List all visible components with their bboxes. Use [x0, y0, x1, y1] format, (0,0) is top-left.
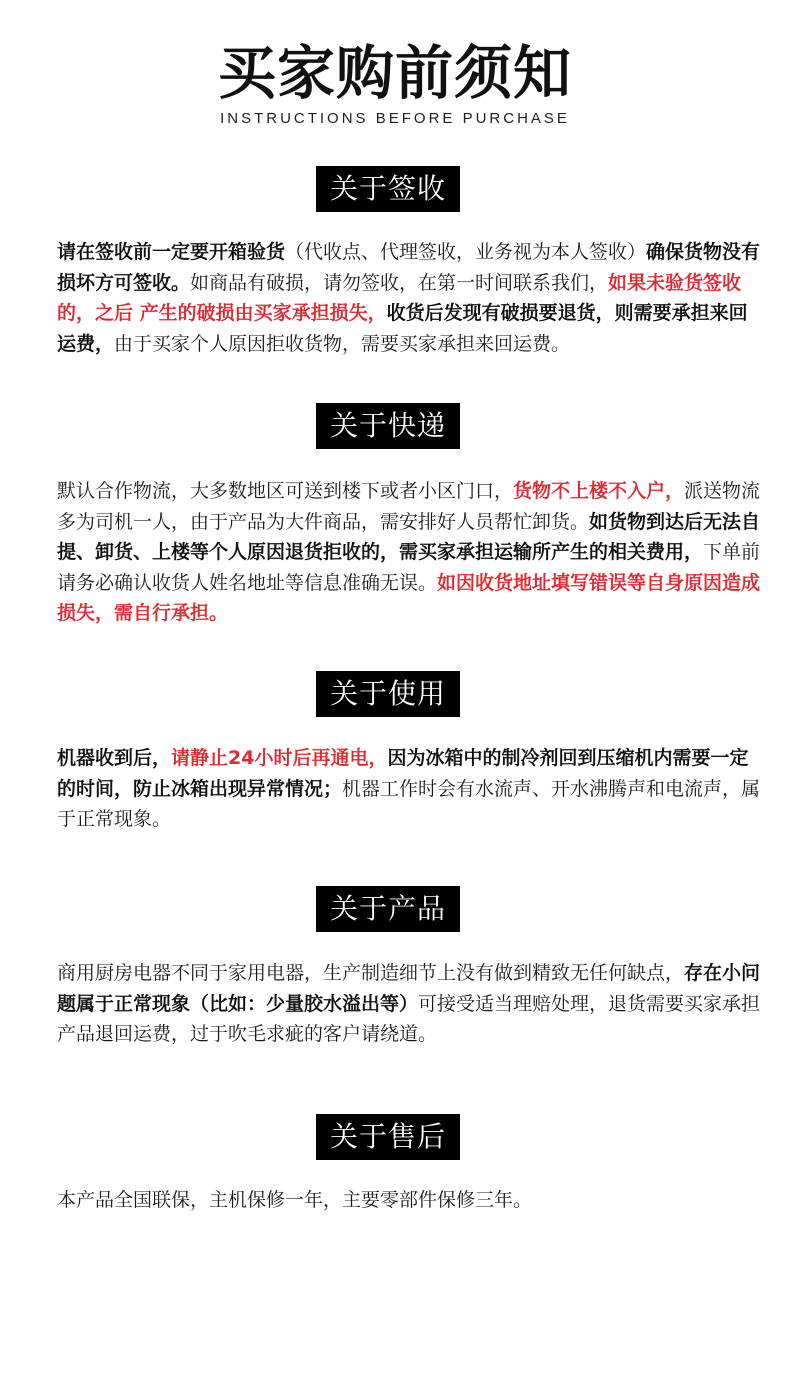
- text-segment-highlight: 如果未验货签收的，之后 产生的破损由买家承担损失，: [57, 271, 742, 324]
- text-segment: （代收点、代理签收，业务视为本人签收）: [285, 241, 647, 263]
- section-label-usage: 关于使用: [316, 671, 460, 717]
- section-label-after-sales: 关于售后: [316, 1114, 460, 1160]
- section-text-product: [57, 958, 763, 1050]
- text-segment: 收货后发现有破损要退货，则需要承担来回运费，: [57, 302, 748, 355]
- text-segment: 下单前请务必确认收货人姓名地址等信息准确无误。: [57, 541, 761, 594]
- section-text-after-sales: [57, 1185, 763, 1216]
- text-segment: 机器收到后，: [57, 747, 172, 769]
- section-text-signing: [57, 237, 763, 359]
- page-title: 买家购前须知: [217, 39, 572, 107]
- text-segment: 机器工作时会有水流声、开水沸腾声和电流声，属于正常现象。: [57, 777, 761, 830]
- section-label-delivery: 关于快递: [316, 403, 460, 449]
- text-segment: 可接受适当理赔处理，退货需要买家承担产品退回运费，过于吹毛求疵的客户请绕道。: [57, 992, 761, 1045]
- text-segment: 如商品有破损，请勿签收，在第一时间联系我们，: [190, 271, 609, 294]
- text-segment: 由于买家个人原因拒收货物，需要买家承担来回运费。: [114, 332, 571, 355]
- page-subtitle: INSTRUCTIONS BEFORE PURCHASE: [220, 110, 570, 127]
- text-segment: 商用厨房电器不同于家用电器，生产制造细节上没有做到精致无任何缺点，: [57, 962, 685, 984]
- text-segment-highlight: 如因收货地址填写错误等自身原因造成损失，需自行承担。: [57, 571, 761, 624]
- text-segment: 本产品全国联保，主机保修一年，主要零部件保修三年。: [57, 1189, 533, 1211]
- section-label-product: 关于产品: [316, 886, 460, 932]
- text-segment: 请在签收前一定要开箱验货: [57, 241, 286, 263]
- section-text-usage: [57, 743, 763, 835]
- section-label-signing: 关于签收: [316, 166, 460, 212]
- text-segment: 如货物到达后无法自提、卸货、上楼等个人原因退货拒收的，需买家承担运输所产生的相关费用，: [57, 510, 761, 563]
- text-segment-highlight: 请静止24小时后再通电，: [171, 747, 388, 769]
- text-segment: 派送物流多为司机一人，由于产品为大件商品，需安排好人员帮忙卸货。: [57, 480, 761, 533]
- text-segment: 存在小问题属于正常现象（比如：少量胶水溢出等）: [57, 962, 761, 1015]
- section-text-delivery: [57, 476, 763, 629]
- text-segment: 默认合作物流，大多数地区可送到楼下或者小区门口，: [57, 480, 514, 502]
- text-segment: 因为冰箱中的制冷剂回到压缩机内需要一定的时间，防止冰箱出现异常情况；: [57, 747, 749, 800]
- text-segment: 确保货物没有损坏方可签收。: [57, 241, 761, 294]
- text-segment-highlight: 货物不上楼不入户，: [513, 480, 685, 502]
